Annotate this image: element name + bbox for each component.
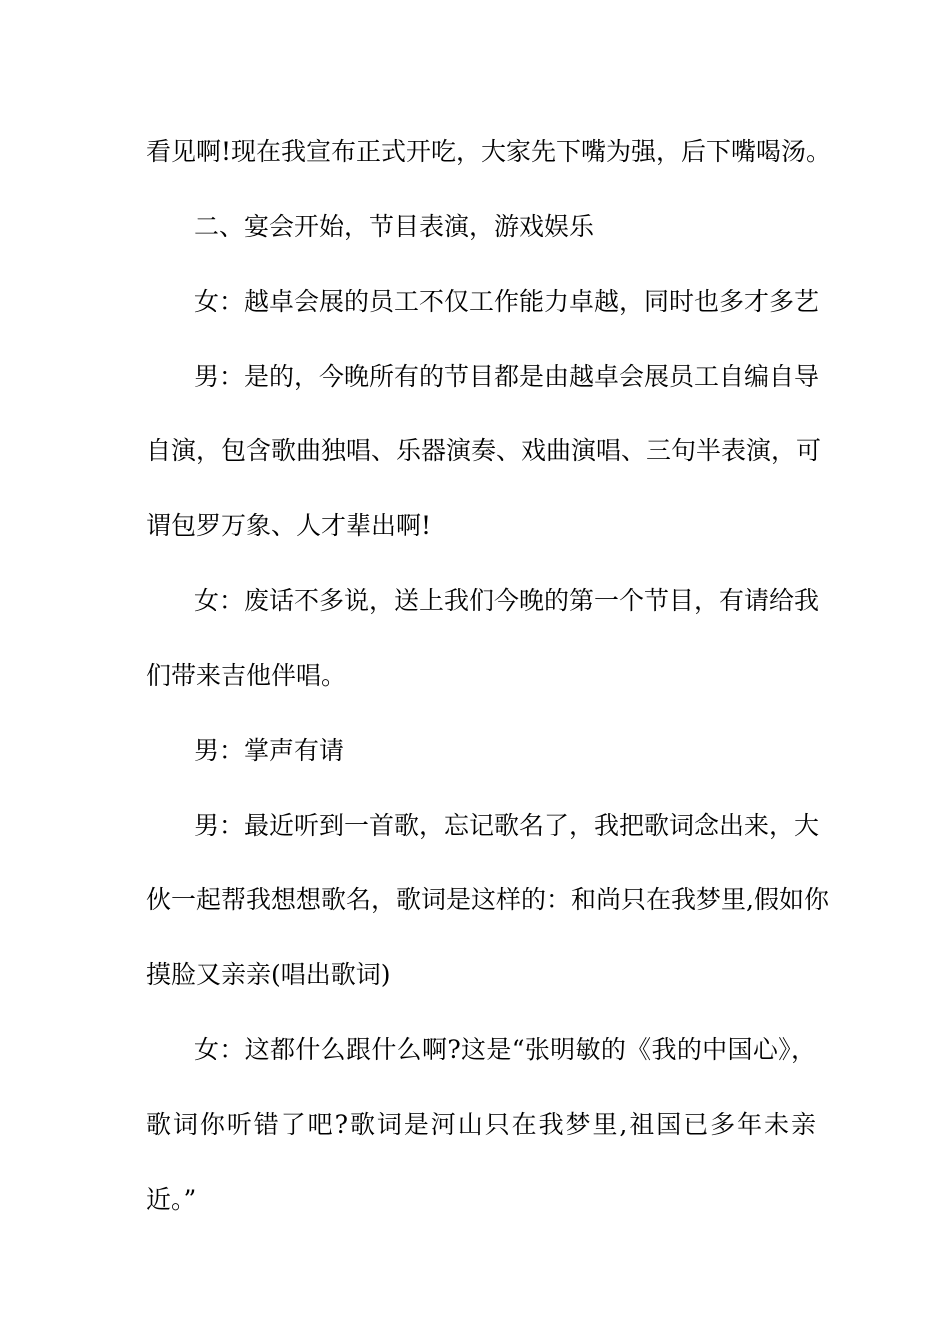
text-line: 男：掌声有请 [194,736,345,765]
text-line: 谓包罗万象、人才辈出啊! [146,511,432,540]
text-line: 自演，包含歌曲独唱、乐器演奏、戏曲演唱、三句半表演，可 [146,436,822,465]
text-line: 女：这都什么跟什么啊?这是“张明敏的《我的中国心》， [194,1035,816,1064]
text-line: 近。” [146,1185,197,1214]
text-line: 女：越卓会展的员工不仅工作能力卓越，同时也多才多艺 [194,287,820,316]
text-line: 歌词你听错了吧?歌词是河山只在我梦里,祖国已多年未亲 [146,1110,816,1139]
text-line: 们带来吉他伴唱。 [146,661,347,690]
text-line: 摸脸又亲亲(唱出歌词) [146,960,391,989]
section-heading: 二、宴会开始，节目表演，游戏娱乐 [194,212,595,241]
text-line: 男：最近听到一首歌，忘记歌名了，我把歌词念出来，大 [194,811,820,840]
text-line: 女：废话不多说，送上我们今晚的第一个节目，有请给我 [194,586,820,615]
text-line: 男：是的，今晚所有的节目都是由越卓会展员工自编自导 [194,362,820,391]
text-line: 看见啊!现在我宣布正式开吃，大家先下嘴为强，后下嘴喝汤。 [146,137,832,166]
text-line: 伙一起帮我想想歌名，歌词是这样的：和尚只在我梦里,假如你 [146,885,829,914]
